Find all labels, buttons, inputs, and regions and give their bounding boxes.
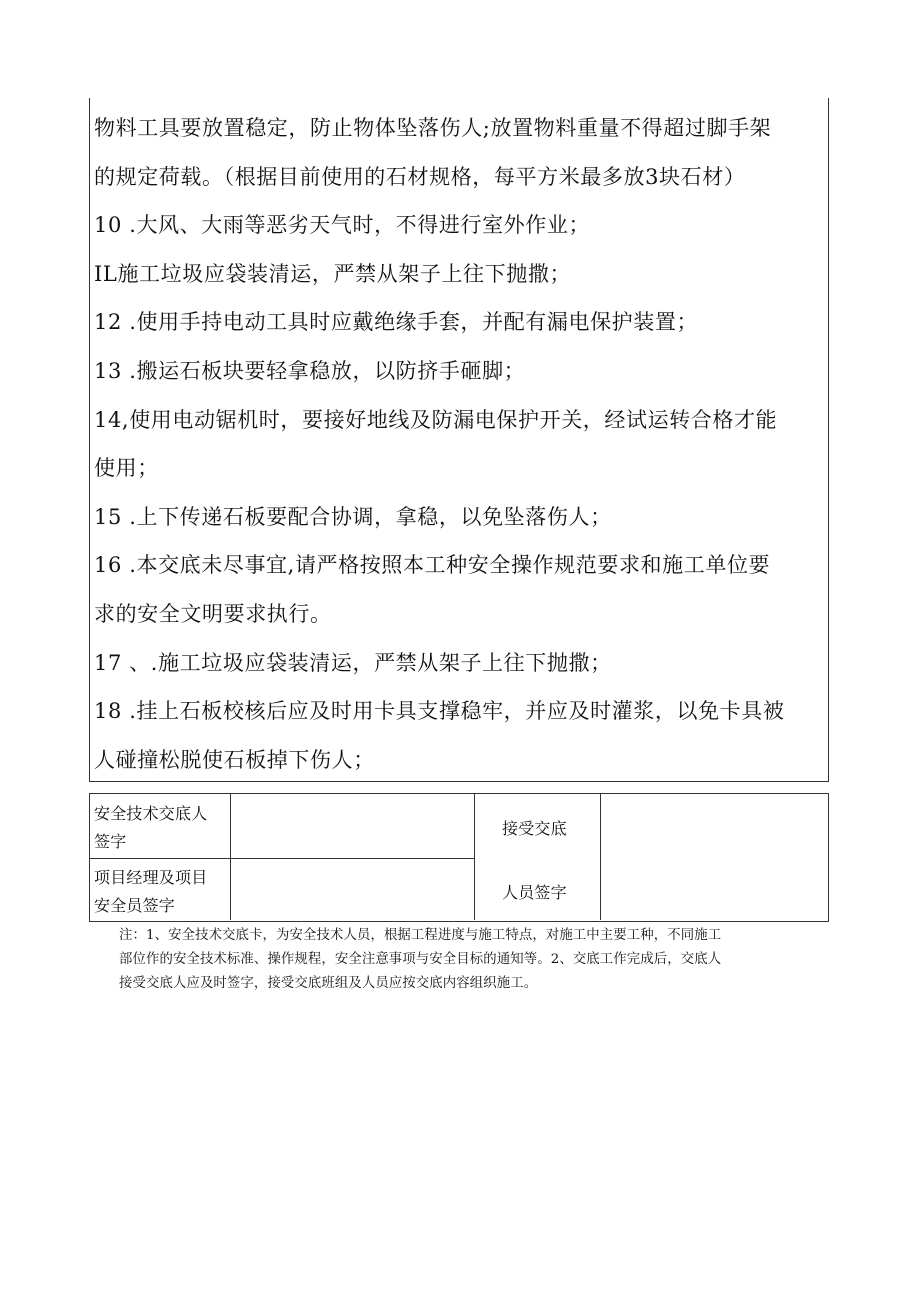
- instruction-line: 12 .使用手持电动工具时应戴绝缘手套，并配有漏电保护装置；: [94, 310, 699, 335]
- instructions-box: [89, 98, 829, 782]
- briefer-signature-label: [94, 800, 228, 856]
- table-divider: [474, 794, 475, 920]
- briefer-label-line2: 签字: [94, 832, 127, 851]
- instruction-line: 16 .本交底未尽事宜,请严格按照本工种安全操作规范要求和施工单位要: [94, 553, 771, 578]
- table-divider: [90, 858, 474, 859]
- briefer-signature-field[interactable]: [232, 796, 472, 856]
- signature-table: [89, 793, 829, 922]
- manager-signature-field[interactable]: [232, 860, 472, 918]
- manager-label-line1: 项目经理及项目: [94, 868, 208, 887]
- instruction-line: 物料工具要放置稳定，防止物体坠落伤人;放置物料重量不得超过脚手架: [94, 116, 772, 140]
- receiver-signature-field[interactable]: [602, 796, 826, 918]
- instruction-line: 求的安全文明要求执行。: [94, 601, 332, 626]
- table-divider: [230, 794, 231, 920]
- instruction-line: IL施工垃圾应袋装清运，严禁从架子上往下抛撒；: [94, 261, 572, 286]
- instruction-line: 15 .上下传递石板要配合协调，拿稳，以免坠落伤人；: [94, 504, 612, 529]
- footnote: [119, 924, 831, 996]
- instruction-line: 18 .挂上石板校核后应及时用卡具支撑稳牢，并应及时灌浆，以免卡具被: [94, 699, 785, 724]
- instruction-line: 10 .大风、大雨等恶劣天气时，不得进行室外作业；: [94, 213, 591, 238]
- instruction-line: 17 、.施工垃圾应袋装清运，严禁从架子上往下抛撒；: [94, 650, 612, 675]
- manager-label-line2: 安全员签字: [94, 896, 176, 915]
- receiver-label-line1: 接受交底: [502, 819, 567, 838]
- instructions-text: [94, 104, 828, 784]
- instruction-line: 的规定荷载。（根据目前使用的石材规格，每平方米最多放3块石材）: [94, 164, 746, 189]
- footnote-line: 接受交底人应及时签字，接受交底班组及人员应按交底内容组织施工。: [119, 976, 538, 991]
- instruction-line: 13 .搬运石板块要轻拿稳放，以防挤手砸脚；: [94, 358, 526, 383]
- table-divider: [600, 794, 601, 920]
- instruction-line: 人碰撞松脱使石板掉下伤人；: [94, 747, 375, 772]
- instruction-line: 使用；: [94, 456, 159, 481]
- instruction-line: 14,使用电动锯机时，要接好地线及防漏电保护开关，经试运转合格才能: [94, 407, 778, 432]
- manager-signature-label: [94, 864, 228, 920]
- briefer-label-line1: 安全技术交底人: [94, 804, 208, 823]
- footnote-line: 注：1、安全技术交底卡，为安全技术人员，根据工程进度与施工特点，对施工中主要工种，不同施工: [119, 928, 722, 943]
- footnote-line: 部位作的安全技术标准、操作规程，安全注意事项与安全目标的通知等。2、交底工作完成后，交底人: [119, 952, 722, 967]
- receiver-label-line2: 人员签字: [502, 883, 567, 902]
